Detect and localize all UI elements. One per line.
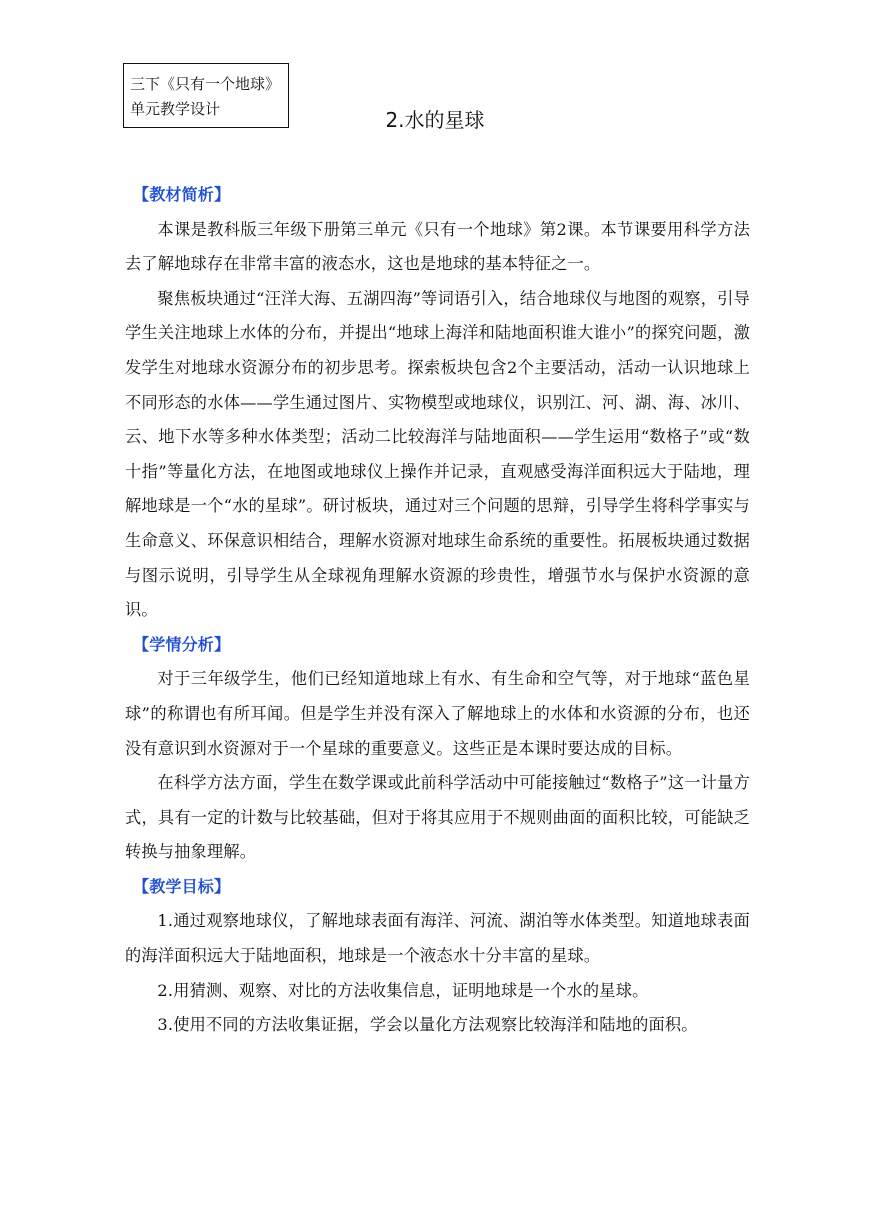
objective-item: 2.用猜测、观察、对比的方法收集信息，证明地球是一个水的星球。	[157, 980, 649, 1000]
section-heading-learner-analysis: 【学情分析】	[133, 634, 231, 654]
unit-label-line1: 三下《只有一个地球》	[130, 75, 281, 93]
section-heading-textbook-analysis: 【教材简析】	[133, 185, 231, 204]
paragraph: 在科学方法方面，学生在数学课或此前科学活动中可能接触过“数格子”这一计量方式，具有一定的计数与比较基础，但对于将其应用于不规则曲面的面积比较，可能缺乏转换与抽象理解。	[125, 773, 750, 862]
paragraph: 聚焦板块通过“汪洋大海、五湖四海”等词语引入，结合地球仪与地图的观察，引导学生关注地球上水体的分布，并提出“地球上海洋和陆地面积谁大谁小”的探究问题，激发学生对地球水资源分布的初步思考。探索板块包含2个主要活动，活动一认识地球上不同形态的水体——学生通过图片、实物模型或地球仪，识别江、河、湖、海、冰川、云、地下水等多种水体类型；活动二比较海洋与陆地面积——学生运用“数格子”或“数十指”等量化方法，在地图或地球仪上操作并记录，直观感受海洋面积远大于陆地，理解地球是一个“水的星球”。研讨板块，通过对三个问题的思辩，引导学生将科学事实与生命意义、环保意识相结合，理解水资源对地球生命系统的重要性。拓展板块通过数据与图示说明，引导学生从全球视角理解水资源的珍贵性，增强节水与保护水资源的意识。	[125, 288, 750, 620]
objective-item: 3.使用不同的方法收集证据，学会以量化方法观察比较海洋和陆地的面积。	[157, 1015, 698, 1035]
section-heading-teaching-objectives: 【教学目标】	[133, 876, 231, 896]
unit-label-line2: 单元教学设计	[130, 100, 221, 118]
paragraph: 对于三年级学生，他们已经知道地球上有水、有生命和空气等，对于地球“蓝色星球”的称谓也有所耳闻。但是学生并没有深入了解地球上的水体和水资源的分布，也还没有意识到水资源对于一个星球的重要意义。这些正是本课时要达成的目标。	[125, 669, 750, 758]
objective-item: 1.通过观察地球仪，了解地球表面有海洋、河流、湖泊等水体类型。知道地球表面的海洋面积远大于陆地面积，地球是一个液态水十分丰富的星球。	[125, 911, 750, 966]
paragraph: 本课是教科版三年级下册第三单元《只有一个地球》第2课。本节课要用科学方法去了解地球存在非常丰富的液态水，这也是地球的基本特征之一。	[125, 219, 750, 274]
document-body	[125, 178, 750, 1043]
page-title: 2.水的星球	[385, 108, 485, 132]
